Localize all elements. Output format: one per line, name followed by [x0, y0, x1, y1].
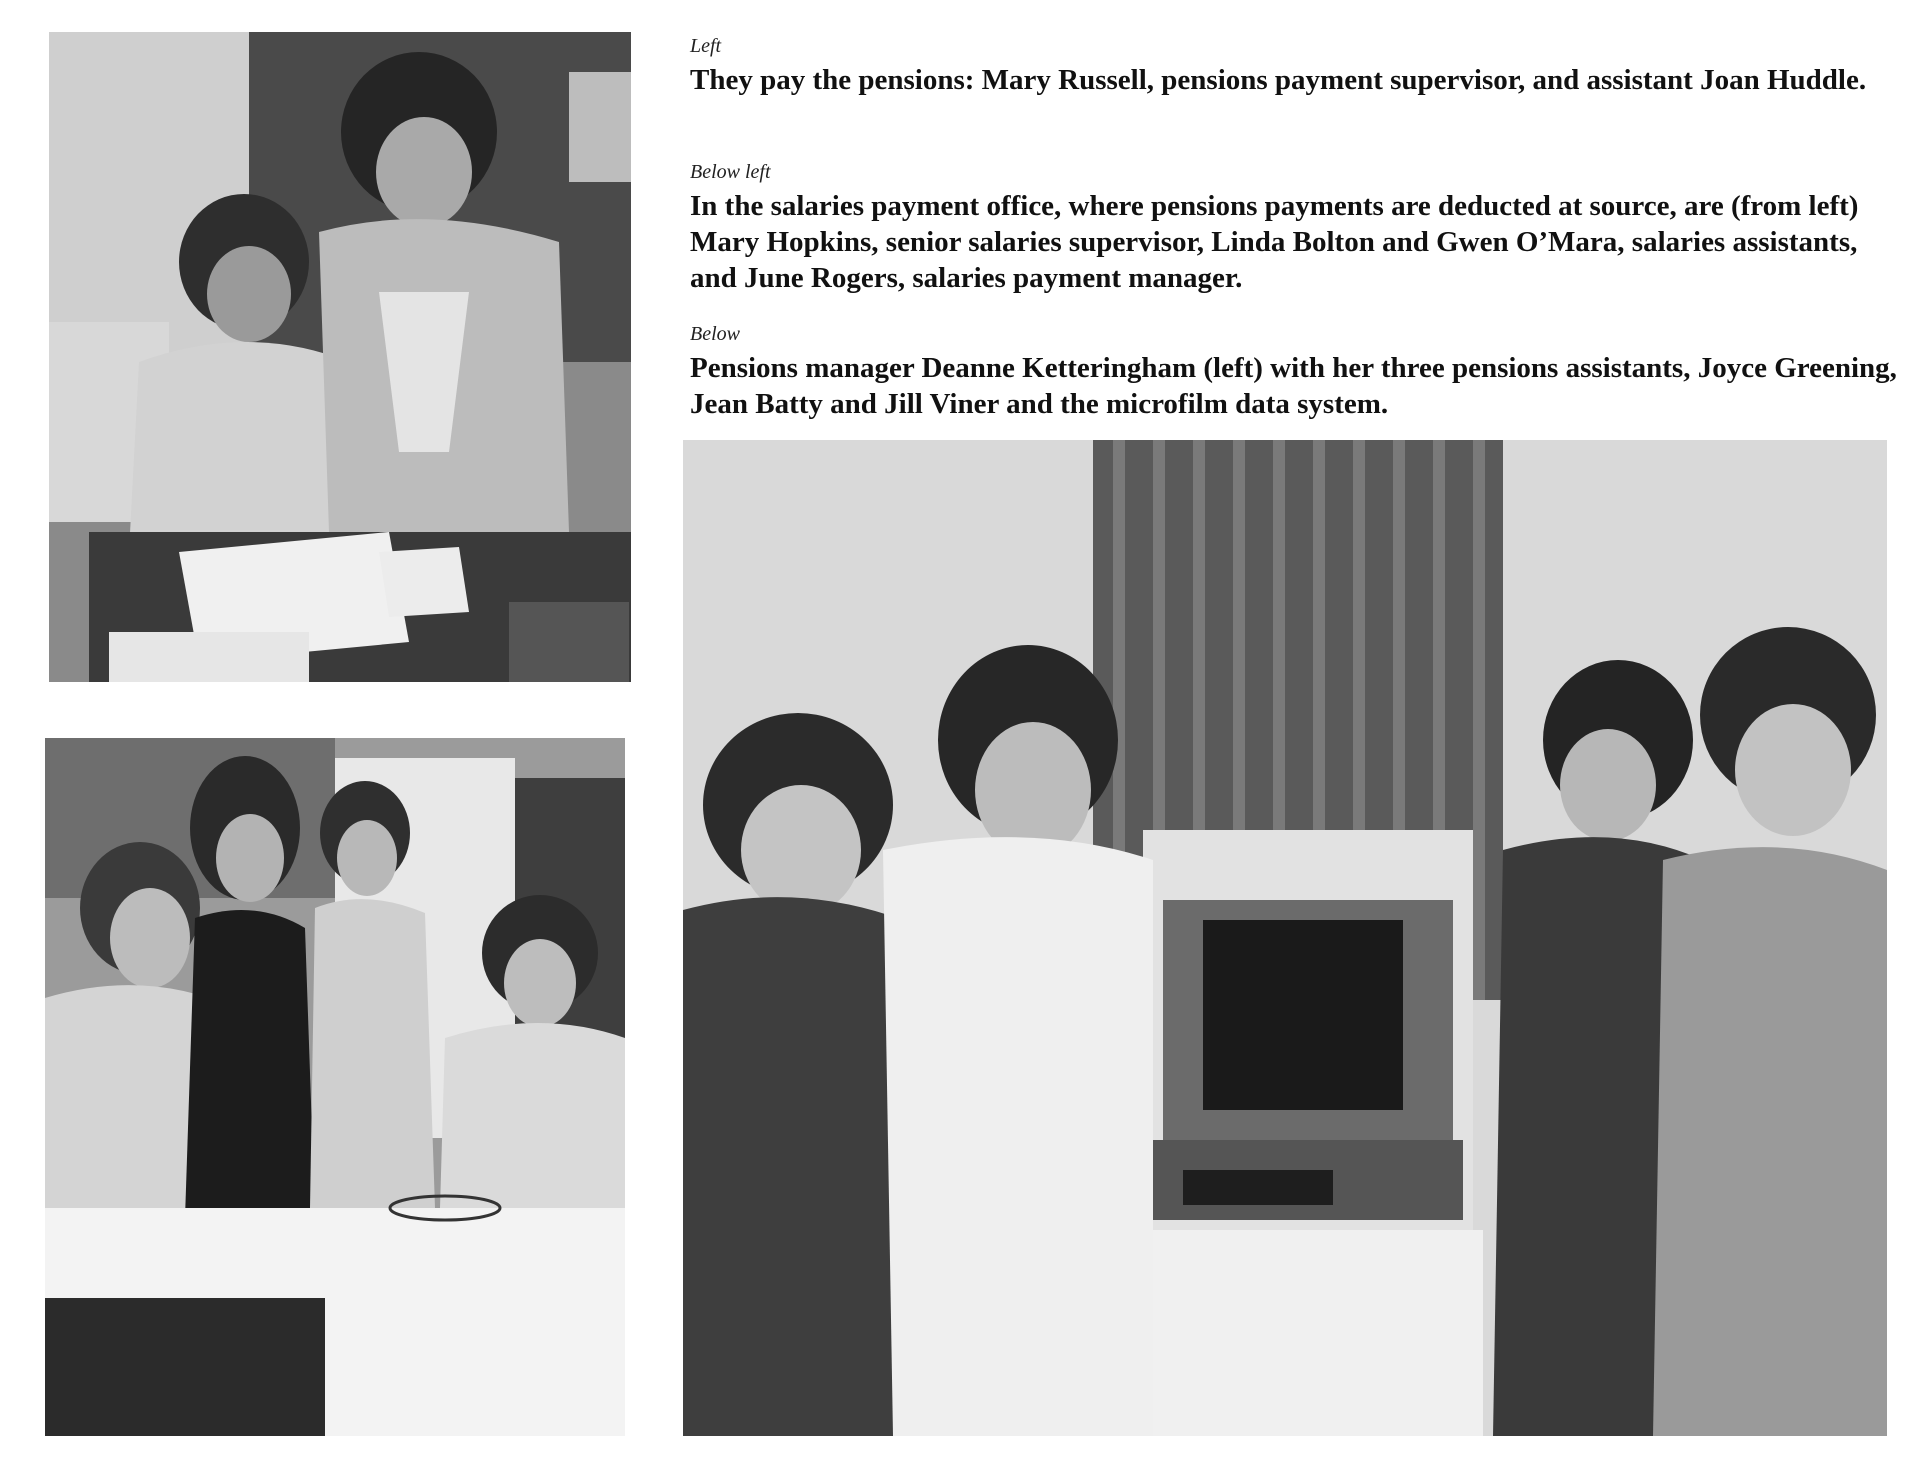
photo-left-pensions-payers — [49, 32, 631, 682]
caption-below-label: Below — [690, 323, 740, 345]
caption-below-left-label: Below left — [690, 161, 771, 183]
caption-below-left-text: In the salaries payment office, where pensions payments are deducted at source, are (from left) Mary Hopkins, senior salaries supervisor, Linda Bolton and Gwen O’Mara, salaries assistants, and June Rogers, salaries payment manager. — [690, 190, 1859, 294]
caption-left-label: Left — [690, 35, 722, 57]
caption-below-text: Pensions manager Deanne Ketteringham (left) with her three pensions assistants, Joyce Greening, Jean Batty and Jill Viner and the microfilm data system. — [690, 352, 1897, 420]
caption-left-text: They pay the pensions: Mary Russell, pensions payment supervisor, and assistant Joan Huddle. — [690, 64, 1867, 96]
photo-below-left-salaries-office — [45, 738, 625, 1436]
caption-below — [690, 322, 1900, 422]
caption-below-left — [690, 160, 1900, 296]
photo-below-pensions-microfilm — [683, 440, 1887, 1436]
caption-left — [690, 34, 1900, 98]
